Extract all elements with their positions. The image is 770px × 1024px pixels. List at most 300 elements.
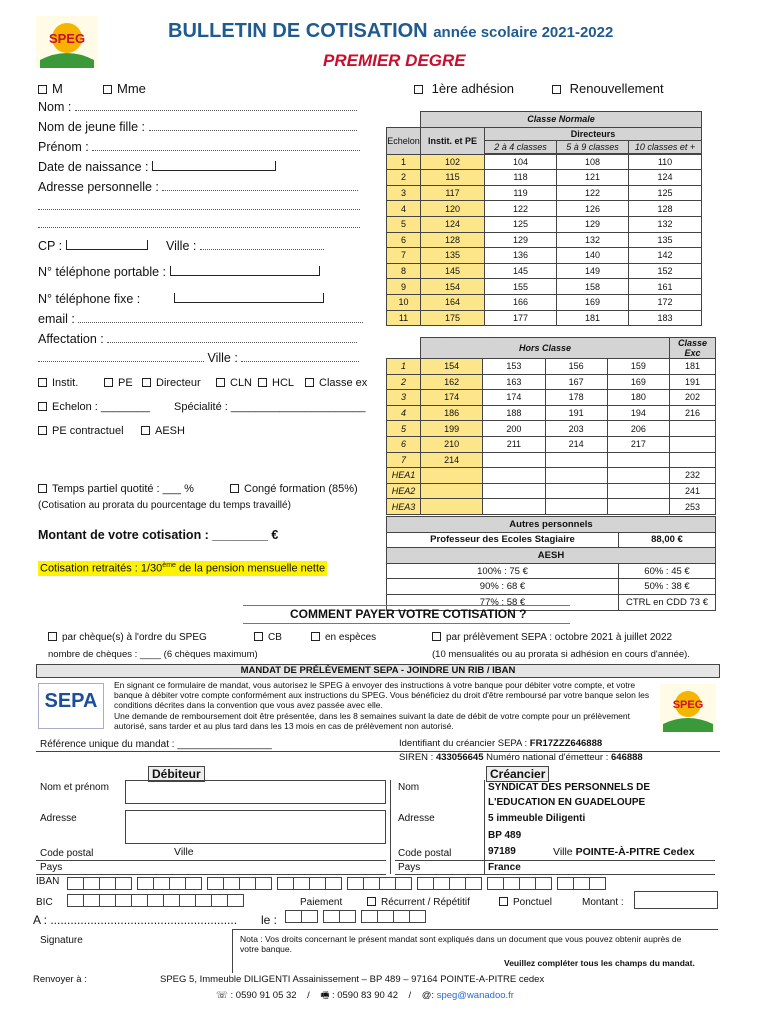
char-box[interactable] [364, 878, 380, 890]
debiteur-adresse-input[interactable] [125, 810, 386, 844]
value-cell: 210 [421, 436, 483, 452]
value-cell: 145 [421, 263, 485, 279]
char-box[interactable] [138, 878, 154, 890]
creancier-adresse-1: 5 immeuble Diligenti [488, 813, 586, 824]
nom-field[interactable]: Nom : [38, 100, 357, 114]
echelon-field[interactable]: Echelon : ________ [38, 401, 150, 413]
value-cell: 203 [545, 421, 607, 437]
sub-header-2: 5 à 9 classes [557, 140, 629, 153]
echelon-cell: HEA1 [387, 468, 421, 484]
footer-contacts: ☏ : 0590 91 05 32 / 🖷 : 0590 83 90 42 / @: speg@wanadoo.fr [216, 990, 514, 1001]
char-box[interactable] [380, 878, 396, 890]
value-cell [670, 436, 716, 452]
char-box[interactable] [278, 878, 294, 890]
table-row [387, 201, 702, 217]
value-cell: 117 [421, 185, 485, 201]
table-row [387, 232, 702, 248]
value-cell: 154 [421, 359, 483, 375]
char-box[interactable] [362, 911, 378, 923]
ponctuel-checkbox[interactable]: Ponctuel [499, 897, 552, 908]
veuillez-text: Veuillez compléter tous les champs du mandat. [504, 958, 695, 968]
value-cell [483, 468, 545, 484]
sepa-logo: SEPA [38, 683, 104, 729]
table-row [387, 216, 702, 232]
char-box[interactable] [558, 878, 574, 890]
email-field[interactable]: email : [38, 312, 363, 326]
char-box[interactable] [348, 878, 364, 890]
value-cell: 162 [421, 374, 483, 390]
char-box[interactable] [488, 878, 504, 890]
value-cell: 253 [670, 499, 716, 515]
echelon-cell: 3 [387, 390, 421, 406]
value-cell: 191 [670, 374, 716, 390]
char-box[interactable] [154, 878, 170, 890]
char-box[interactable] [396, 878, 412, 890]
directeurs-header: Directeurs [485, 127, 702, 140]
directeur-checkbox[interactable]: Directeur [142, 377, 201, 389]
value-cell [545, 452, 607, 468]
debiteur-ville-label: Ville [174, 846, 194, 858]
nb-cheques-field[interactable]: nombre de chèques : ____ (6 chèques maximum) [48, 649, 258, 660]
aesh-cell: 100% : 75 € [387, 563, 619, 579]
value-cell: 199 [421, 421, 483, 437]
aesh-cell: 77% : 58 € [387, 594, 619, 610]
classe-normale-header: Classe Normale [421, 112, 702, 128]
page-subtitle: PREMIER DEGRE [323, 51, 466, 70]
char-box[interactable] [132, 895, 148, 907]
affectation-field[interactable]: Affectation : [38, 332, 357, 346]
char-box[interactable] [574, 878, 590, 890]
aesh-cell: 90% : 68 € [387, 579, 619, 595]
table-row [387, 170, 702, 186]
tel-portable-field[interactable]: N° téléphone portable : [38, 265, 320, 279]
value-cell: 119 [485, 185, 557, 201]
char-box[interactable] [504, 878, 520, 890]
table-hors-classe [386, 337, 716, 515]
table-row [387, 579, 716, 595]
value-cell: 153 [483, 359, 545, 375]
value-cell [607, 452, 669, 468]
mme-checkbox[interactable]: Mme [103, 81, 146, 96]
aesh-cell: 60% : 45 € [619, 563, 716, 579]
adresse-field[interactable]: Adresse personnelle : [38, 180, 358, 194]
paiement-label: Paiement [300, 897, 343, 908]
montant-input[interactable] [634, 891, 718, 909]
char-box[interactable] [84, 878, 100, 890]
adresse-line-2[interactable] [38, 200, 360, 210]
value-cell: 152 [629, 263, 702, 279]
iban-input[interactable] [67, 877, 606, 890]
creancier-cp-value: 97189 [488, 846, 516, 857]
value-cell [421, 483, 483, 499]
debiteur-title: Débiteur [148, 766, 205, 782]
creancier-ville: Ville POINTE-À-PITRE Cedex [553, 846, 695, 858]
cp-field[interactable]: CP : [38, 239, 148, 253]
value-cell: 216 [670, 405, 716, 421]
renouvellement-checkbox[interactable]: Renouvellement [552, 81, 664, 96]
value-cell: 211 [483, 436, 545, 452]
creancier-adresse-2: BP 489 [488, 830, 522, 841]
footer-email-link[interactable]: speg@wanadoo.fr [436, 990, 514, 1001]
creancier-pays-label: Pays [398, 862, 421, 873]
echelon-cell: 7 [387, 248, 421, 264]
value-cell: 217 [607, 436, 669, 452]
value-cell [483, 452, 545, 468]
cheque-checkbox[interactable]: par chèque(s) à l'ordre du SPEG [48, 632, 207, 643]
value-cell: 174 [421, 390, 483, 406]
echelon-cell: 6 [387, 436, 421, 452]
sub-header-3: 10 classes et + [629, 140, 702, 153]
value-cell: 169 [557, 294, 629, 310]
char-box[interactable] [116, 895, 132, 907]
conge-formation-checkbox[interactable]: Congé formation (85%) [230, 483, 358, 495]
char-box[interactable] [208, 878, 224, 890]
value-cell [545, 499, 607, 515]
value-cell: 120 [421, 201, 485, 217]
char-box[interactable] [116, 878, 132, 890]
char-box[interactable] [450, 878, 466, 890]
char-box[interactable] [418, 878, 434, 890]
temps-partiel-checkbox[interactable]: Temps partiel quotité : ___ % [38, 483, 194, 495]
value-cell: 172 [629, 294, 702, 310]
debiteur-nom-input[interactable] [125, 780, 386, 804]
mensualites-note: (10 mensualités ou au prorata si adhésion en cours d'année). [432, 649, 690, 660]
value-cell: 175 [421, 310, 485, 326]
value-cell: 122 [557, 185, 629, 201]
value-cell: 102 [421, 154, 485, 170]
value-cell [607, 483, 669, 499]
pe-checkbox[interactable]: PE [104, 377, 133, 389]
value-cell: 163 [483, 374, 545, 390]
ville-affectation-field[interactable]: Ville : [38, 351, 359, 365]
char-box[interactable] [286, 911, 302, 923]
value-cell: 108 [557, 154, 629, 170]
table-row [387, 405, 716, 421]
char-box[interactable] [434, 878, 450, 890]
instit-checkbox[interactable]: Instit. [38, 377, 78, 389]
phone-icon: ☏ [216, 990, 228, 1001]
creancier-nom-2: L'EDUCATION EN GUADELOUPE [488, 797, 646, 808]
char-box[interactable] [100, 895, 116, 907]
value-cell: 118 [485, 170, 557, 186]
value-cell: 124 [421, 216, 485, 232]
value-cell: 186 [421, 405, 483, 421]
table-row [387, 483, 716, 499]
char-box[interactable] [256, 878, 272, 890]
classe-exc-header: Classe Exc [670, 338, 716, 359]
echelon-cell: 2 [387, 374, 421, 390]
fax-icon: 🖷 [320, 990, 330, 1001]
value-cell: 156 [545, 359, 607, 375]
creancier-cp-label: Code postal [398, 848, 452, 859]
char-box[interactable] [212, 895, 228, 907]
char-box[interactable] [394, 911, 410, 923]
echelon-cell: HEA2 [387, 483, 421, 499]
echelon-cell: 11 [387, 310, 421, 326]
echelon-cell: 3 [387, 185, 421, 201]
echelon-cell: 8 [387, 263, 421, 279]
reference-mandat-field[interactable]: Référence unique du mandat : _________________ [40, 739, 272, 750]
svg-text:SPEG: SPEG [672, 699, 704, 711]
value-cell: 136 [485, 248, 557, 264]
table-row [387, 294, 702, 310]
value-cell [670, 421, 716, 437]
adresse-line-3[interactable] [38, 218, 360, 228]
char-box[interactable] [302, 911, 318, 923]
value-cell: 181 [557, 310, 629, 326]
cotisation-note: (Cotisation au prorata du pourcentage du temps travaillé) [38, 500, 291, 511]
value-cell: 104 [485, 154, 557, 170]
paiement-title: COMMENT PAYER VOTRE COTISATION ? [290, 607, 527, 621]
debiteur-cp-label: Code postal [40, 848, 94, 859]
table-row [387, 185, 702, 201]
value-cell: 169 [607, 374, 669, 390]
table-row [387, 468, 716, 484]
value-cell: 110 [629, 154, 702, 170]
retraites-note: Cotisation retraités : 1/30ème de la pension mensuelle nette [40, 562, 326, 575]
ics-text: Identifiant du créancier SEPA : FR17ZZZ646888 [399, 738, 603, 749]
value-cell [421, 499, 483, 515]
montant-label: Montant : [582, 897, 624, 908]
value-cell: 135 [629, 232, 702, 248]
especes-checkbox[interactable]: en espèces [311, 632, 376, 643]
char-box[interactable] [310, 878, 326, 890]
recurrent-checkbox[interactable]: Récurrent / Répétitif [367, 897, 470, 908]
date-naissance-field[interactable]: Date de naissance : [38, 160, 276, 174]
char-box[interactable] [84, 895, 100, 907]
value-cell [483, 483, 545, 499]
creancier-nom-1: SYNDICAT DES PERSONNELS DE [488, 782, 651, 793]
prelevement-checkbox[interactable]: par prélèvement SEPA : octobre 2021 à juillet 2022 [432, 632, 672, 643]
hors-classe-header: Hors Classe [421, 338, 670, 359]
debiteur-nom-label: Nom et prénom [40, 782, 109, 793]
value-cell [483, 499, 545, 515]
char-box[interactable] [180, 895, 196, 907]
value-cell: 135 [421, 248, 485, 264]
debiteur-cp-line[interactable] [36, 860, 386, 861]
value-cell: 149 [557, 263, 629, 279]
echelon-cell: 1 [387, 359, 421, 375]
value-cell: 174 [483, 390, 545, 406]
table-row [387, 374, 716, 390]
footer-adresse: SPEG 5, Immeuble DILIGENTI Assainissement – BP 489 – 97164 POINTE-A-PITRE cedex [160, 974, 545, 985]
table-row [387, 452, 716, 468]
table-row [387, 310, 702, 326]
value-cell: 161 [629, 279, 702, 295]
echelon-cell: 10 [387, 294, 421, 310]
value-cell: 154 [421, 279, 485, 295]
char-box[interactable] [378, 911, 394, 923]
char-box[interactable] [590, 878, 606, 890]
value-cell: 232 [670, 468, 716, 484]
value-cell: 140 [557, 248, 629, 264]
value-cell: 125 [485, 216, 557, 232]
table-row [387, 248, 702, 264]
page-title: BULLETIN DE COTISATION année scolaire 2021-2022 [168, 20, 614, 42]
char-box[interactable] [520, 878, 536, 890]
value-cell: 177 [485, 310, 557, 326]
cb-checkbox[interactable]: CB [254, 632, 282, 643]
value-cell: 178 [545, 390, 607, 406]
prenom-field[interactable]: Prénom : [38, 140, 360, 154]
value-cell: 202 [670, 390, 716, 406]
mandat-text: En signant ce formulaire de mandat, vous autorisez le SPEG à envoyer des instructions à votre banque pour débiter votre compte, et votre banque à débiter votre compte conformément aux instructions du SPEG. Vous bénéficiez du droit d'être remboursé par votre banque selon les conditions décrites dans la convention que vous avez passée avec elle. Une demande de remboursement doit être présentée, dans les 8 semaines suivant la date de débit de votre compte pour un prélèvement autorisé, sans tarder et au plus tard dans les 13 mois en cas de prélèvement non autorisé. [114, 680, 650, 731]
table-row [387, 154, 702, 170]
iban-label: IBAN [36, 876, 60, 887]
premiere-adhesion-checkbox[interactable]: 1ère adhésion [414, 81, 514, 96]
table-row [387, 390, 716, 406]
specialite-field[interactable]: Spécialité : ______________________ [174, 401, 366, 413]
mandat-title: MANDAT DE PRÉLÈVEMENT SEPA - JOINDRE UN RIB / IBAN [36, 664, 720, 678]
char-box[interactable] [224, 878, 240, 890]
table-row [387, 263, 702, 279]
hcl-checkbox[interactable]: HCL [258, 377, 294, 389]
char-box[interactable] [240, 878, 256, 890]
char-box[interactable] [164, 895, 180, 907]
echelon-cell: 4 [387, 201, 421, 217]
aesh-cell: CTRL en CDD 73 € [619, 594, 716, 610]
echelon-cell: 6 [387, 232, 421, 248]
value-cell: 214 [421, 452, 483, 468]
sub-header-1: 2 à 4 classes [485, 140, 557, 153]
echelon-cell: 4 [387, 405, 421, 421]
aesh-checkbox[interactable]: AESH [141, 425, 185, 437]
siren-text: SIREN : 433056645 Numéro national d'émetteur : 646888 [399, 752, 643, 763]
char-box[interactable] [228, 895, 244, 907]
char-box[interactable] [324, 911, 340, 923]
value-cell: 166 [485, 294, 557, 310]
value-cell: 181 [670, 359, 716, 375]
char-box[interactable] [100, 878, 116, 890]
value-cell: 158 [557, 279, 629, 295]
renvoyer-label: Renvoyer à : [33, 974, 87, 985]
value-cell: 191 [545, 405, 607, 421]
value-cell: 167 [545, 374, 607, 390]
char-box[interactable] [68, 878, 84, 890]
value-cell: 121 [557, 170, 629, 186]
stagiaire-value: 88,00 € [619, 532, 716, 548]
table-row [387, 436, 716, 452]
table-autres-personnels [386, 516, 716, 611]
bic-label: BIC [36, 897, 53, 908]
ville-field[interactable]: Ville : [166, 239, 324, 253]
table-classe-normale [386, 111, 702, 326]
value-cell [545, 483, 607, 499]
echelon-cell: HEA3 [387, 499, 421, 515]
char-box[interactable] [326, 878, 342, 890]
tel-fixe-field[interactable]: N° téléphone fixe : [38, 292, 324, 306]
aesh-cell: 50% : 38 € [619, 579, 716, 595]
lieu-field[interactable]: A : ........................................................ [33, 913, 238, 927]
echelon-cell: 5 [387, 216, 421, 232]
value-cell: 183 [629, 310, 702, 326]
echelon-cell: 5 [387, 421, 421, 437]
value-cell: 132 [557, 232, 629, 248]
value-cell: 194 [607, 405, 669, 421]
table-row [387, 359, 716, 375]
char-box[interactable] [170, 878, 186, 890]
echelon-cell: 7 [387, 452, 421, 468]
cln-checkbox[interactable]: CLN [216, 377, 252, 389]
debiteur-adresse-label: Adresse [40, 813, 77, 824]
debiteur-pays-line[interactable] [36, 874, 386, 875]
svg-text:SPEG: SPEG [48, 31, 86, 46]
value-cell: 145 [485, 263, 557, 279]
value-cell: 159 [607, 359, 669, 375]
char-box[interactable] [466, 878, 482, 890]
instit-pe-header: Instit. et PE [421, 127, 485, 154]
value-cell [607, 499, 669, 515]
value-cell: 142 [629, 248, 702, 264]
echelon-cell: 9 [387, 279, 421, 295]
value-cell: 180 [607, 390, 669, 406]
nom-jeune-fille-field[interactable]: Nom de jeune fille : [38, 120, 357, 134]
value-cell: 125 [629, 185, 702, 201]
creancier-adresse-label: Adresse [398, 813, 435, 824]
char-box[interactable] [294, 878, 310, 890]
value-cell [421, 468, 483, 484]
date-input[interactable] [285, 910, 426, 923]
value-cell: 132 [629, 216, 702, 232]
value-cell: 126 [557, 201, 629, 217]
value-cell: 214 [545, 436, 607, 452]
echelon-cell: 2 [387, 170, 421, 186]
char-box[interactable] [148, 895, 164, 907]
char-box[interactable] [536, 878, 552, 890]
signature-label: Signature [40, 935, 83, 946]
stagiaire-label: Professeur des Ecoles Stagiaire [387, 532, 619, 548]
m-checkbox[interactable]: M [38, 81, 63, 96]
creancier-nom-label: Nom [398, 782, 420, 793]
value-cell: 128 [629, 201, 702, 217]
table-row [387, 279, 702, 295]
table-row [387, 563, 716, 579]
value-cell: 200 [483, 421, 545, 437]
char-box[interactable] [196, 895, 212, 907]
autres-header: Autres personnels [387, 517, 716, 533]
pe-contractuel-checkbox[interactable]: PE contractuel [38, 425, 124, 437]
char-box[interactable] [186, 878, 202, 890]
speg-logo [36, 16, 98, 68]
value-cell: 124 [629, 170, 702, 186]
echelon-cell: 1 [387, 154, 421, 170]
value-cell: 115 [421, 170, 485, 186]
creancier-pays-value: France [488, 862, 521, 873]
value-cell: 206 [607, 421, 669, 437]
classe-ex-checkbox[interactable]: Classe ex [305, 377, 367, 389]
email-icon: @ [421, 990, 432, 1001]
date-field[interactable]: le : [261, 913, 278, 927]
table-row [387, 499, 716, 515]
char-box[interactable] [68, 895, 84, 907]
value-cell: 128 [421, 232, 485, 248]
creancier-title: Créancier [486, 766, 549, 782]
bic-input[interactable] [67, 894, 244, 907]
value-cell: 129 [485, 232, 557, 248]
table-row [387, 421, 716, 437]
char-box[interactable] [340, 911, 356, 923]
value-cell [607, 468, 669, 484]
value-cell: 122 [485, 201, 557, 217]
debiteur-pays-label: Pays [40, 862, 63, 873]
value-cell: 188 [483, 405, 545, 421]
value-cell: 164 [421, 294, 485, 310]
echelon-header: Echelon [387, 127, 421, 154]
montant-field[interactable]: Montant de votre cotisation : ________ € [38, 528, 279, 542]
value-cell [670, 452, 716, 468]
char-box[interactable] [410, 911, 426, 923]
value-cell: 155 [485, 279, 557, 295]
